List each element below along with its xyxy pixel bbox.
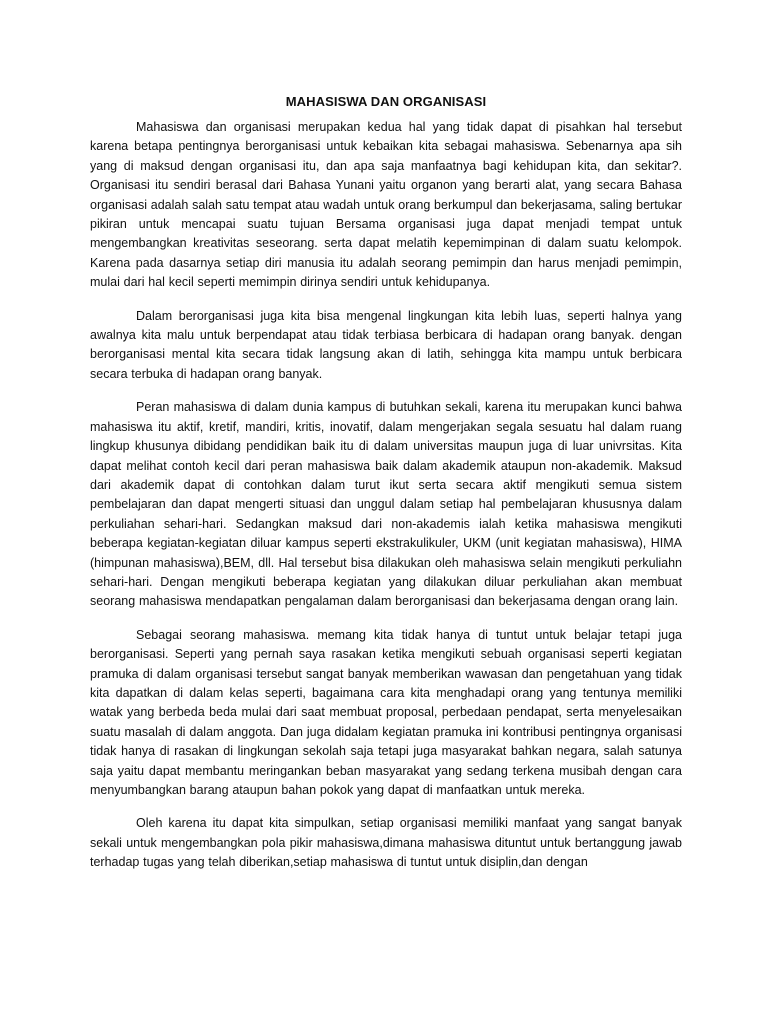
paragraph-3: Peran mahasiswa di dalam dunia kampus di butuhkan sekali, karena itu merupakan kunci bahwa mahasiswa itu aktif, kretif, mandiri, kritis, inovatif, dalam mengerjakan segala sesuatu hal dalam ruang lingkup khusunya dibidang pendidikan baik itu di dalam universitas maupun juga di luar univrsitas. Kita dapat melihat contoh kecil dari peran mahasiswa baik dalam akademik ataupun non-akademik. Maksud dari akademik dapat di contohkan dalam turut ikut serta secara aktif mengikuti semua sistem pembelajaran dan dapat mengerti situasi dan unggul dalam setiap hal pembelajaran khususnya dalam perkuliahan sehari-hari. Sedangkan maksud dari non-akademis ialah ketika mahasiswa mengikuti beberapa kegiatan-kegiatan diluar kampus seperti ekstrakulikuler, UKM (unit kegiatan mahasiswa), HIMA (himpunan mahasiswa),BEM, dll. Hal tersebut bisa dilakukan oleh mahasiswa selain mengikuti perkuliahn sehari-hari. Dengan mengikuti beberapa kegiatan yang dilakukan diluar perkuliahan akan membuat seorang mahasiswa mendapatkan pengalaman dalam berorganisasi dan bekerjasama dengan orang lain.	[90, 400, 682, 609]
paragraph-5: Oleh karena itu dapat kita simpulkan, setiap organisasi memiliki manfaat yang sangat banyak sekali untuk mengembangkan pola pikir mahasiswa,dimana mahasiswa dituntut untuk bertanggung jawab terhadap tugas yang telah diberikan,setiap mahasiswa di tuntut untuk disiplin,dan dengan	[90, 816, 682, 870]
paragraph-4: Sebagai seorang mahasiswa. memang kita tidak hanya di tuntut untuk belajar tetapi juga berorganisasi. Seperti yang pernah saya rasakan ketika mengikuti sebuah organisasi seperti kegiatan pramuka di dalam organisasi tersebut sangat banyak memberikan wawasan dan pengetahuan yang tidak kita dapatkan di dalam kelas seperti, bagaimana cara kita menghadapi orang yang tentunya memiliki watak yang berbeda beda mulai dari saat membuat proposal, perbedaan pendapat, serta menyelesaikan suatu masalah di dalam anggota. Dan juga didalam kegiatan pramuka ini kontribusi pentingnya organisasi tidak hanya di rasakan di lingkungan sekolah saja tetapi juga masyarakat bahkan negara, salah satunya saja yaitu dapat membantu meringankan beban masyarakat yang sedang terkena musibah dengan cara menyumbangkan barang ataupun bahan pokok yang dapat di manfaatkan untuk mereka.	[90, 627, 682, 797]
paragraph-2: Dalam berorganisasi juga kita bisa mengenal lingkungan kita lebih luas, seperti halnya yang awalnya kita malu untuk berpendapat atau tidak terbiasa berbicara di hadapan orang banyak. dengan berorganisasi mental kita secara tidak langsung akan di latih, sehingga kita mampu untuk berbicara secara terbuka di hadapan orang banyak.	[90, 308, 682, 381]
document-title: MAHASISWA DAN ORGANISASI	[285, 94, 487, 109]
document-body	[90, 92, 682, 887]
paragraph-1: Mahasiswa dan organisasi merupakan kedua hal yang tidak dapat di pisahkan hal tersebut karena betapa pentingnya berorganisasi untuk kebaikan kita sebagai mahasiswa. Sebenarnya apa sih yang di maksud dengan organisasi itu, dan apa saja manfaatnya bagi kehidupan kita, dan sekitar?. Organisasi itu sendiri berasal dari Bahasa Yunani yaitu organon yang berarti alat, yang secara Bahasa organisasi adalah salah satu tempat atau wadah untuk orang berkumpul dan bekerjasama, saling bertukar pikiran untuk mencapai suatu tujuan Bersama organisasi juga dapat menjadi tempat untuk mengembangkan kreativitas seseorang. serta dapat melatih kepemimpinan di dalam suatu kelompok. Karena pada dasarnya setiap diri manusia itu adalah seorang pemimpin dan harus menjadi pemimpin, mulai dari hal kecil seperti memimpin dirinya sendiri untuk kehidupanya.	[90, 120, 682, 290]
